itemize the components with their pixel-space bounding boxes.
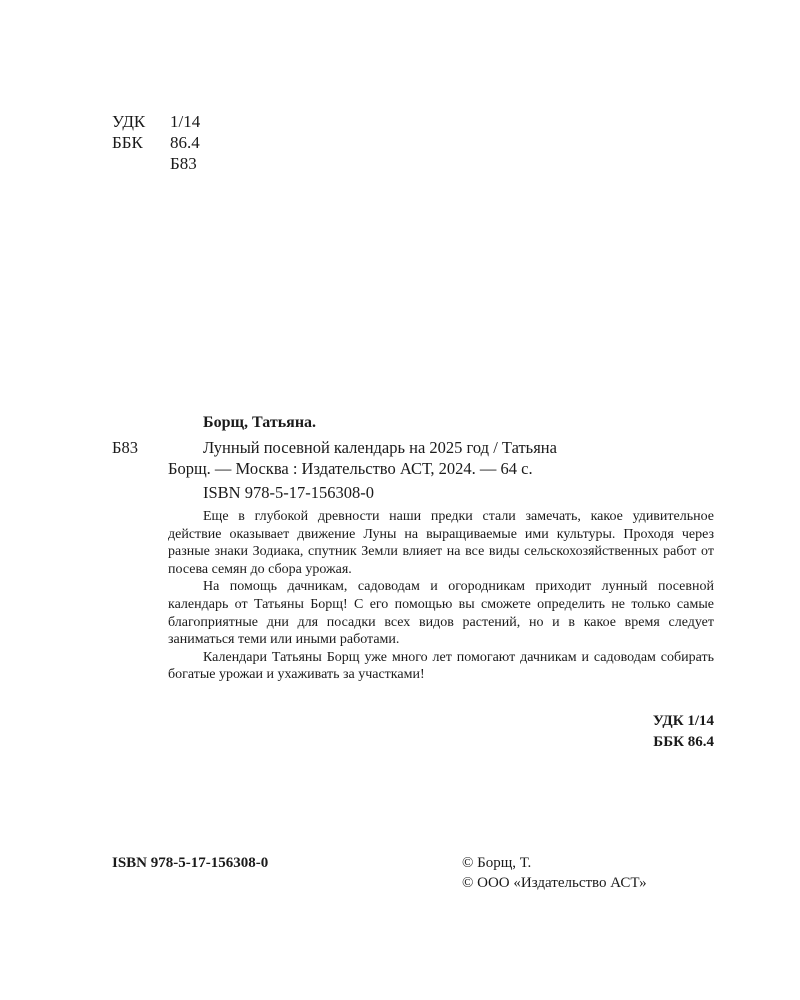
copyright-author: © Борщ, Т. [462,855,532,871]
top-codes [112,111,200,174]
udk-value: 1/14 [170,112,201,131]
abstract [168,508,714,684]
classification-codes [653,711,714,753]
footer-isbn: ISBN 978-5-17-156308-0 [112,855,269,871]
classification-bbk: ББК 86.4 [653,734,714,750]
udk-row [112,111,200,132]
author-mark-row [112,153,200,174]
abstract-paragraph-1: Еще в глубокой древности наши предки стали замечать, какое удивительное действие оказывает движение Луны на выращиваемые ими культуры. Проходя через разные знаки Зодиака, спутник Земли влияет на все виды сельскохозяйственных работ от посева семян до сбора урожая. [168,509,714,577]
author-mark-top: Б83 [170,154,197,173]
author-heading: Борщ, Татьяна. [203,414,317,431]
title-line-1: Лунный посевной календарь на 2025 год / Татьяна [203,438,557,457]
author-mark: Б83 [112,438,138,457]
copyright-publisher: © ООО «Издательство АСТ» [462,875,647,891]
abstract-paragraph-3: Календари Татьяны Борщ уже много лет помогают дачникам и садоводам собирать богатые урожаи и ухаживать за участками! [168,649,714,683]
title-line-2: Борщ. — Москва : Издательство АСТ, 2024. — 64 с. [168,459,533,478]
bbk-value: 86.4 [170,133,200,152]
udk-label: УДК [112,112,146,131]
bbk-label: ББК [112,133,143,152]
record-isbn: ISBN 978-5-17-156308-0 [203,483,374,502]
copyright-block [462,853,647,893]
abstract-paragraph-2: На помощь дачникам, садоводам и огородникам приходит лунный посевной календарь от Татьяны Борщ! С его помощью вы сможете определить не только самые благоприятные дни для посадки всех видов растений, но и в какое время следует заниматься теми или иными работами. [168,579,714,648]
classification-udk: УДК 1/14 [652,713,714,729]
bbk-row [112,132,200,153]
